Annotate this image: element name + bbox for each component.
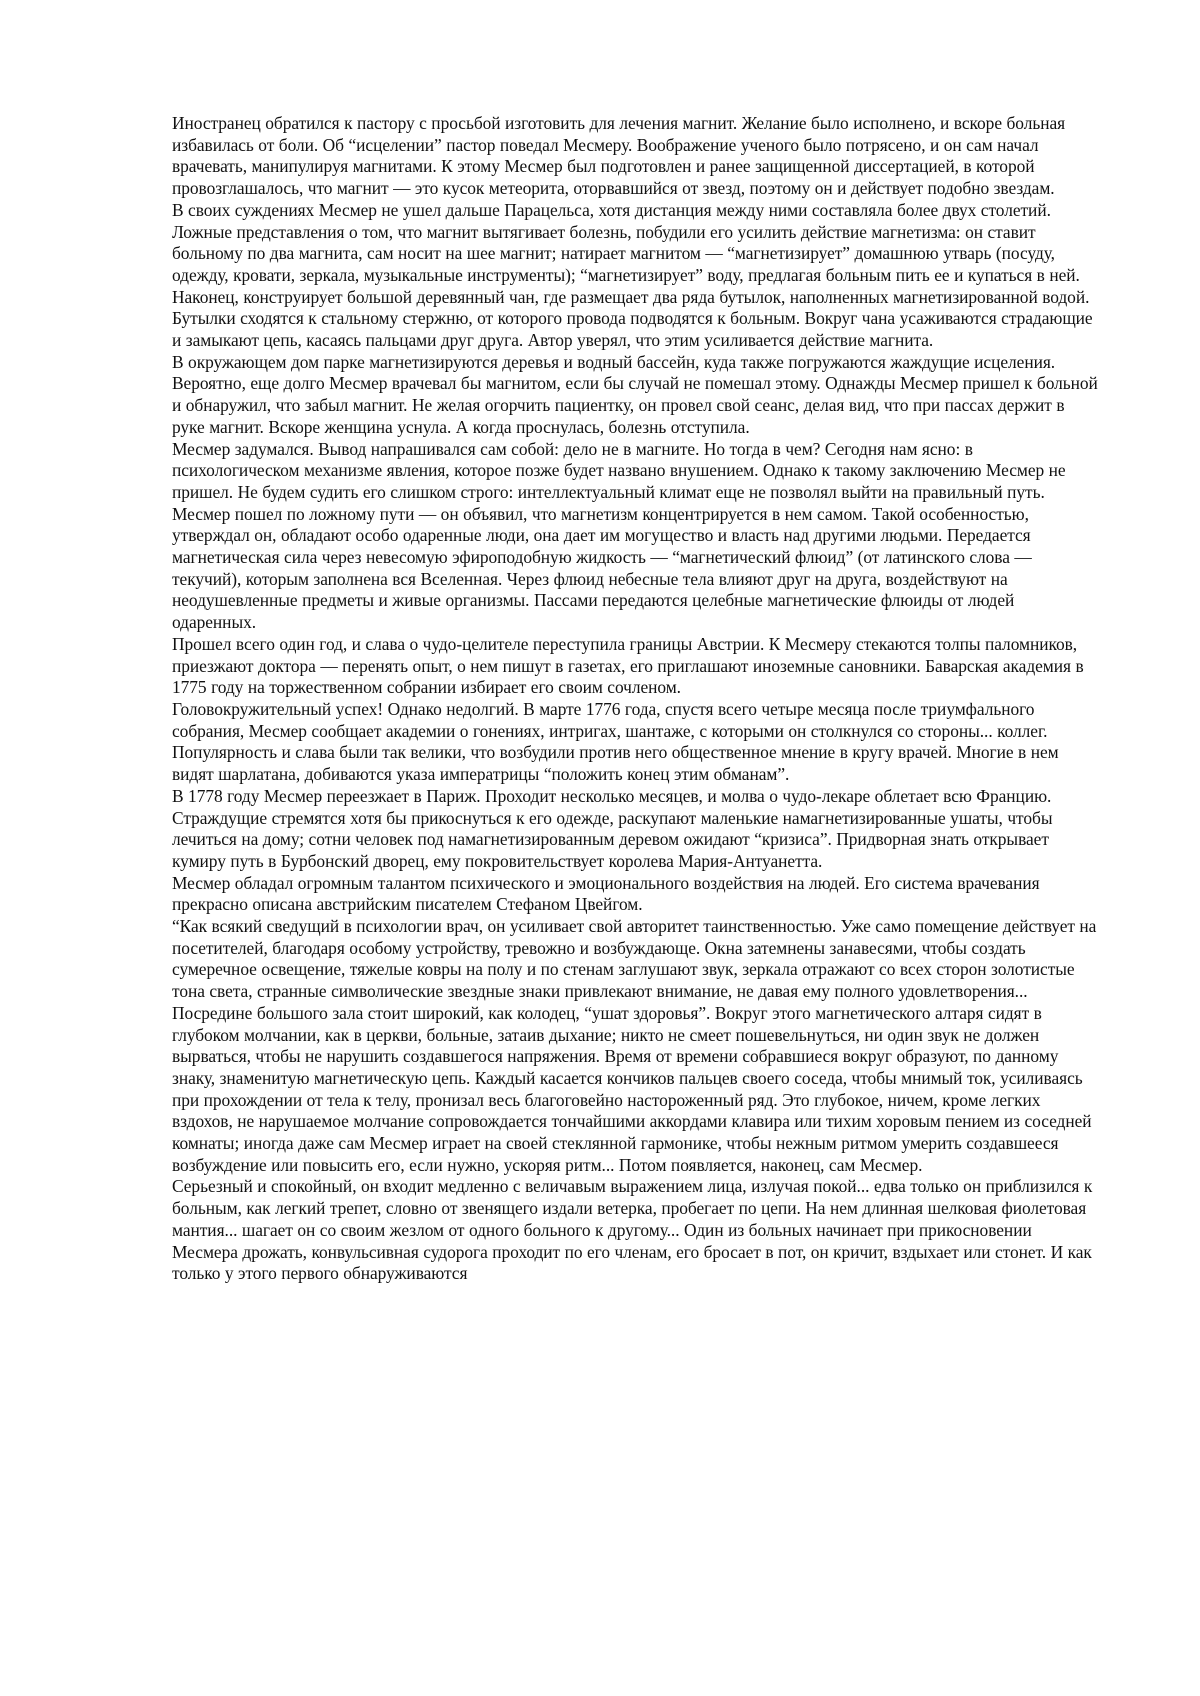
document-page — [0, 0, 1200, 1696]
paragraph-9: Месмер обладал огромным талантом психического и эмоционального воздействия на людей. Его система врачевания прекрасно описана австрийским писателем Стефаном Цвейгом. — [172, 873, 1100, 916]
paragraph-10: “Как всякий сведущий в психологии врач, он усиливает свой авторитет таинственностью. Уже само помещение действует на посетителей, благодаря особому устройству, тревожно и возбуждающе. Окна затемнены занавесями, чтобы создать сумеречное освещение, тяжелые ковры на полу и по стенам заглушают звук, зеркала отражают со всех сторон золотистые тона света, странные символические звездные знаки привлекают внимание, не давая ему полного удовлетворения... Посредине большого зала стоит широкий, как колодец, “ушат здоровья”. Вокруг этого магнетического алтаря сидят в глубоком молчании, как в церкви, больные, затаив дыхание; никто не смеет пошевельнуться, ни один звук не должен вырваться, чтобы не нарушить создавшегося напряжения. Время от времени собравшиеся вокруг образуют, по данному знаку, знаменитую магнетическую цепь. Каждый касается кончиков пальцев своего соседа, чтобы мнимый ток, усиливаясь при прохождении от тела к телу, пронизал весь благоговейно настороженный ряд. Это глубокое, ничем, кроме легких вздохов, не нарушаемое молчание сопровождается тончайшими аккордами клавира или тихим хоровым пением из соседней комнаты; иногда даже сам Месмер играет на своей стеклянной гармонике, чтобы нежным ритмом умерить создавшееся возбуждение или повысить его, если нужно, ускоряя ритм... Потом появляется, наконец, сам Месмер. — [172, 916, 1100, 1176]
paragraph-5: Месмер задумался. Вывод напрашивался сам собой: дело не в магните. Но тогда в чем? Сегодня нам ясно: в психологическом механизме явления, которое позже будет названо внушением. Однако к такому заключению Месмер не пришел. Не будем судить его слишком строго: интеллектуальный климат еще не позволял выйти на правильный путь. Месмер пошел по ложному пути — он объявил, что магнетизм концентрируется в нем самом. Такой особенностью, утверждал он, обладают особо одаренные люди, она дает им могущество и власть над другими людьми. Передается магнетическая сила через невесомую эфироподобную жидкость — “магнетический флюид” (от латинского слова — текучий), которым заполнена вся Вселенная. Через флюид небесные тела влияют друг на друга, воздействуют на неодушевленные предметы и живые организмы. Пассами передаются целебные магнетические флюиды от людей одаренных. — [172, 439, 1100, 634]
paragraph-3: В окружающем дом парке магнетизируются деревья и водный бассейн, куда также погружаются жаждущие исцеления. — [172, 352, 1100, 374]
document-body — [172, 113, 1100, 1285]
paragraph-7: Головокружительный успех! Однако недолгий. В марте 1776 года, спустя всего четыре месяца после триумфального собрания, Месмер сообщает академии о гонениях, интригах, шантаже, с которыми он столкнулся со стороны... коллег. Популярность и слава были так велики, что возбудили против него общественное мнение в кругу врачей. Многие в нем видят шарлатана, добиваются указа императрицы “положить конец этим обманам”. — [172, 699, 1100, 786]
paragraph-11: Серьезный и спокойный, он входит медленно с величавым выражением лица, излучая покой... едва только он приблизился к больным, как легкий трепет, словно от звенящего издали ветерка, пробегает по цепи. На нем длинная шелковая фиолетовая мантия... шагает он со своим жезлом от одного больного к другому... Один из больных начинает при прикосновении Месмера дрожать, конвульсивная судорога проходит по его членам, его бросает в пот, он кричит, вздыхает или стонет. И как только у этого первого обнаруживаются — [172, 1176, 1100, 1285]
paragraph-4: Вероятно, еще долго Месмер врачевал бы магнитом, если бы случай не помешал этому. Однажды Месмер пришел к больной и обнаружил, что забыл магнит. Не желая огорчить пациентку, он провел свой сеанс, делая вид, что при пассах держит в руке магнит. Вскоре женщина уснула. А когда проснулась, болезнь отступила. — [172, 373, 1100, 438]
paragraph-2: В своих суждениях Месмер не ушел дальше Парацельса, хотя дистанция между ними составляла более двух столетий. Ложные представления о том, что магнит вытягивает болезнь, побудили его усилить действие магнетизма: он ставит больному по два магнита, сам носит на шее магнит; натирает магнитом — “магнетизирует” домашнюю утварь (посуду, одежду, кровати, зеркала, музыкальные инструменты); “магнетизирует” воду, предлагая больным пить ее и купаться в ней. Наконец, конструирует большой деревянный чан, где размещает два ряда бутылок, наполненных магнетизированной водой. Бутылки сходятся к стальному стержню, от которого провода подводятся к больным. Вокруг чана усаживаются страдающие и замыкают цепь, касаясь пальцами друг друга. Автор уверял, что этим усиливается действие магнита. — [172, 200, 1100, 352]
paragraph-1: Иностранец обратился к пастору с просьбой изготовить для лечения магнит. Желание было исполнено, и вскоре больная избавилась от боли. Об “исцелении” пастор поведал Месмеру. Воображение ученого было потрясено, и он сам начал врачевать, манипулируя магнитами. К этому Месмер был подготовлен и ранее защищенной диссертацией, в которой провозглашалось, что магнит — это кусок метеорита, оторвавшийся от звезд, поэтому он и действует подобно звездам. — [172, 113, 1100, 200]
paragraph-8: В 1778 году Месмер переезжает в Париж. Проходит несколько месяцев, и молва о чудо-лекаре облетает всю Францию. Страждущие стремятся хотя бы прикоснуться к его одежде, раскупают маленькие намагнетизированные ушаты, чтобы лечиться на дому; сотни человек под намагнетизированным деревом ожидают “кризиса”. Придворная знать открывает кумиру путь в Бурбонский дворец, ему покровительствует королева Мария-Антуанетта. — [172, 786, 1100, 873]
paragraph-6: Прошел всего один год, и слава о чудо-целителе переступила границы Австрии. К Месмеру стекаются толпы паломников, приезжают доктора — перенять опыт, о нем пишут в газетах, его приглашают иноземные сановники. Баварская академия в 1775 году на торжественном собрании избирает его своим сочленом. — [172, 634, 1100, 699]
